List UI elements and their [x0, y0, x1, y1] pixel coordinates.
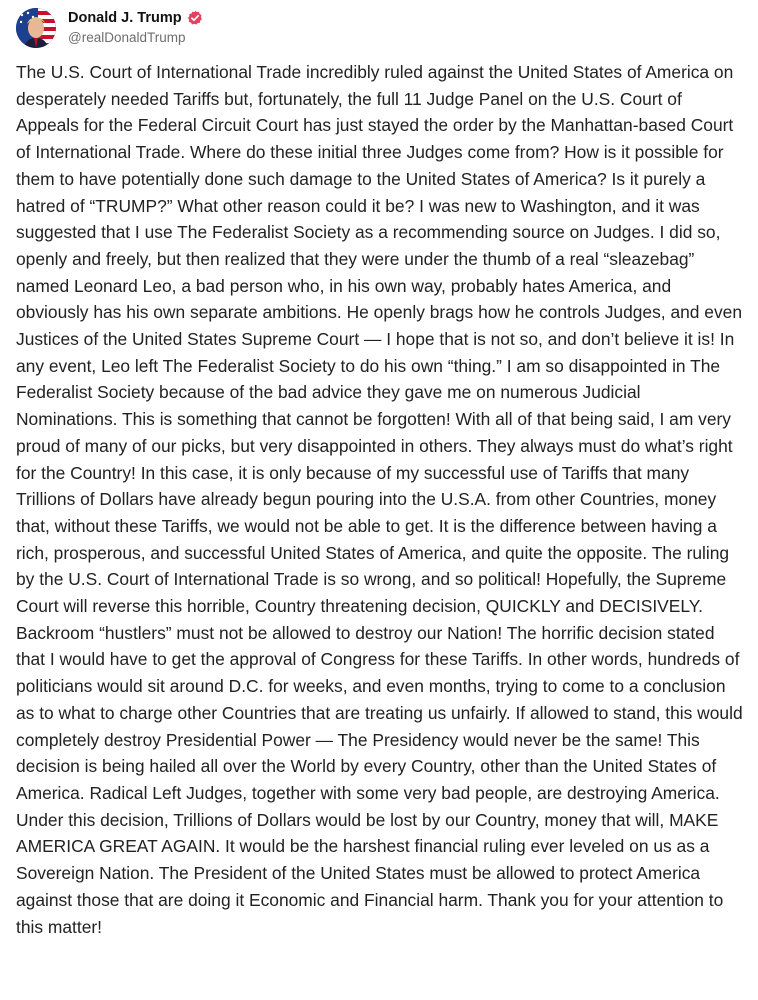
author-name-row	[68, 10, 203, 27]
post-body-text: The U.S. Court of International Trade incredibly ruled against the United States of America on desperately needed Tariffs but, fortunately, the full 11 Judge Panel on the U.S. Court of Appeals for the Federal Circuit Court has just stayed the order by the Manhattan-based Court of International Trade. Where do these initial three Judges come from? How is it possible for them to have potentially done such damage to the United States of America? Is it purely a hatred of “TRUMP?” What other reason could it be? I was new to Washington, and it was suggested that I use The Federalist Society as a recommending source on Judges. I did so, openly and freely, but then realized that they were under the thumb of a real “sleazebag” named Leonard Leo, a bad person who, in his own way, probably hates America, and obviously has his own separate ambitions. He openly brags how he controls Judges, and even Justices of the United States Supreme Court — I hope that is not so, and don’t believe it is! In any event, Leo left The Federalist Society to do his own “thing.” I am so disappointed in The Federalist Society because of the bad advice they gave me on numerous Judicial Nominations. This is something that cannot be forgotten! With all of that being said, I am very proud of many of our picks, but very disappointed in others. They always must do what’s right for the Country! In this case, it is only because of my successful use of Tariffs that many Trillions of Dollars have already begun pouring into the U.S.A. from other Countries, money that, without these Tariffs, we would not be able to get. It is the difference between having a rich, prosperous, and successful United States of America, and quite the opposite. The ruling by the U.S. Court of International Trade is so wrong, and so political! Hopefully, the Supreme Court will reverse this horrible, Country threatening decision, QUICKLY and DECISIVELY. Backroom “hustlers” must not be allowed to destroy our Nation! The horrific decision stated that I would have to get the approval of Congress for these Tariffs. In other words, hundreds of politicians would sit around D.C. for weeks, and even months, trying to come to a conclusion as to what to charge other Countries that are treating us unfairly. If allowed to stand, this would completely destroy Presidential Power — The Presidency would never be the same! This decision is being hailed all over the World by every Country, other than the United States of America. Radical Left Judges, together with some very bad people, are destroying America. Under this decision, Trillions of Dollars would be lost by our Country, money that will, MAKE AMERICA GREAT AGAIN. It would be the harshest financial ruling ever leveled on us as a Sovereign Nation. The President of the United States must be allowed to protect America against those that are doing it Economic and Financial harm. Thank you for your attention to this matter!	[16, 62, 743, 937]
verified-badge-icon	[187, 10, 203, 26]
author-block	[68, 10, 203, 47]
author-handle[interactable]: @realDonaldTrump	[68, 30, 186, 46]
author-display-name[interactable]: Donald J. Trump	[68, 9, 182, 26]
post-header	[16, 0, 744, 55]
profile-avatar-icon[interactable]	[16, 8, 56, 48]
